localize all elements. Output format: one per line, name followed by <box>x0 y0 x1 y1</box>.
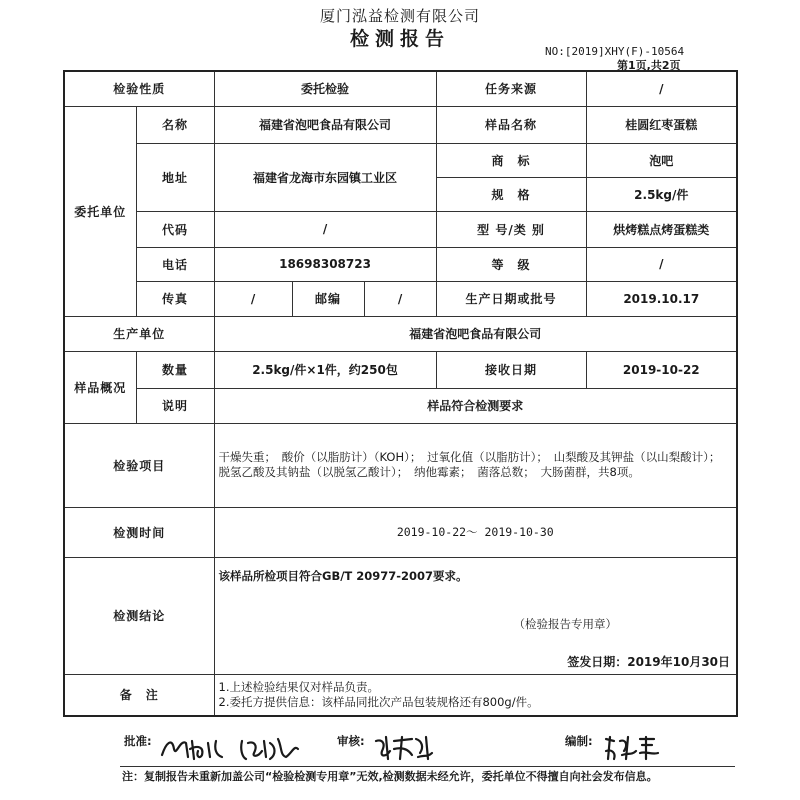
producer-value: 福建省泡吧食品有限公司 <box>214 316 737 351</box>
quantity-label: 数量 <box>136 351 214 388</box>
reviewer-signature <box>372 733 436 763</box>
row-remarks <box>64 674 737 716</box>
quantity-value: 2.5kg/件×1件，约250包 <box>214 351 436 388</box>
seal-note: （检验报告专用章） <box>513 616 618 631</box>
row-client-name <box>64 106 737 143</box>
row-test-items <box>64 423 737 507</box>
remark-1: 1.上述检验结果仅对样品负责。 <box>218 679 379 694</box>
row-phone <box>64 247 737 281</box>
production-date-value: 2019.10.17 <box>586 281 737 316</box>
approver-label: 批准: <box>124 734 152 748</box>
approver-signature <box>158 731 308 765</box>
address-value: 福建省龙海市东园镇工业区 <box>214 143 436 211</box>
report-number: NO:[2019]XHY(F)-10564 <box>545 45 685 58</box>
remarks-label: 备 注 <box>64 674 214 716</box>
conclusion-label: 检测结论 <box>64 557 214 674</box>
phone-label: 电话 <box>136 247 214 281</box>
remark-2: 2.委托方提供信息：该样品同批次产品包装规格还有800g/件。 <box>218 694 539 709</box>
description-value: 样品符合检测要求 <box>214 388 737 423</box>
compiler-label: 编制: <box>565 734 593 748</box>
report-title: 检测报告 <box>349 28 450 50</box>
row-code <box>64 211 737 247</box>
footnote: 注：复制报告未重新加盖公司“检验检测专用章”无效,检测数据未经允许，委托单位不得擅自向社会发布信息。 <box>122 770 658 783</box>
row-test-period <box>64 507 737 557</box>
client-name-value: 福建省泡吧食品有限公司 <box>214 106 436 143</box>
trademark-value: 泡吧 <box>586 143 737 177</box>
test-period-label: 检测时间 <box>64 507 214 557</box>
fax-label: 传真 <box>136 281 214 316</box>
inspection-nature-label: 检验性质 <box>64 71 214 106</box>
test-items-label: 检验项目 <box>64 423 214 507</box>
signature-row <box>0 731 800 771</box>
client-unit-label: 委托单位 <box>64 106 136 316</box>
description-label: 说明 <box>136 388 214 423</box>
model-category-value: 烘烤糕点烤蛋糕类 <box>586 211 737 247</box>
row-address-trademark <box>64 143 737 177</box>
code-label: 代码 <box>136 211 214 247</box>
sample-overview-label: 样品概况 <box>64 351 136 423</box>
trademark-label: 商 标 <box>436 143 586 177</box>
inspection-nature-value: 委托检验 <box>214 71 436 106</box>
report-table <box>63 70 738 717</box>
spec-label: 规 格 <box>436 177 586 211</box>
task-source-label: 任务来源 <box>436 71 586 106</box>
spec-value: 2.5kg/件 <box>586 177 737 211</box>
row-description <box>64 388 737 423</box>
row-producer <box>64 316 737 351</box>
test-items-value: 干燥失重； 酸价（以脂肪计）（KOH）； 过氧化值（以脂肪计）； 山梨酸及其钾盐（以山梨酸计）； 脱氢乙酸及其钠盐（以脱氢乙酸计）； 纳他霉素； 菌落总数； 大肠菌群，共8项。 <box>218 450 727 479</box>
fax-value: / <box>214 281 292 316</box>
address-label: 地址 <box>136 143 214 211</box>
phone-value: 18698308723 <box>214 247 436 281</box>
producer-label: 生产单位 <box>64 316 214 351</box>
model-category-label: 型 号/类 别 <box>436 211 586 247</box>
sample-name-label: 样品名称 <box>436 106 586 143</box>
grade-label: 等 级 <box>436 247 586 281</box>
row-inspection-nature <box>64 71 737 106</box>
compiler-signature <box>602 733 662 763</box>
company-name: 厦门泓益检测有限公司 <box>319 7 480 25</box>
receive-date-label: 接收日期 <box>436 351 586 388</box>
production-date-label: 生产日期或批号 <box>436 281 586 316</box>
sample-name-value: 桂圆红枣蛋糕 <box>586 106 737 143</box>
issue-date: 签发日期：2019年10月30日 <box>567 654 731 669</box>
reviewer-label: 审核: <box>337 734 365 748</box>
postcode-label: 邮编 <box>292 281 364 316</box>
row-quantity <box>64 351 737 388</box>
code-value: / <box>214 211 436 247</box>
row-conclusion <box>64 557 737 674</box>
conclusion-text: 该样品所检项目符合GB/T 20977-2007要求。 <box>218 568 468 583</box>
name-label: 名称 <box>136 106 214 143</box>
postcode-value: / <box>364 281 436 316</box>
task-source-value: / <box>586 71 737 106</box>
receive-date-value: 2019-10-22 <box>586 351 737 388</box>
page-info: 第1页,共2页 <box>617 59 681 72</box>
row-fax <box>64 281 737 316</box>
grade-value: / <box>586 247 737 281</box>
footnote-divider <box>120 766 735 767</box>
test-period-value: 2019-10-22～ 2019-10-30 <box>214 507 737 557</box>
